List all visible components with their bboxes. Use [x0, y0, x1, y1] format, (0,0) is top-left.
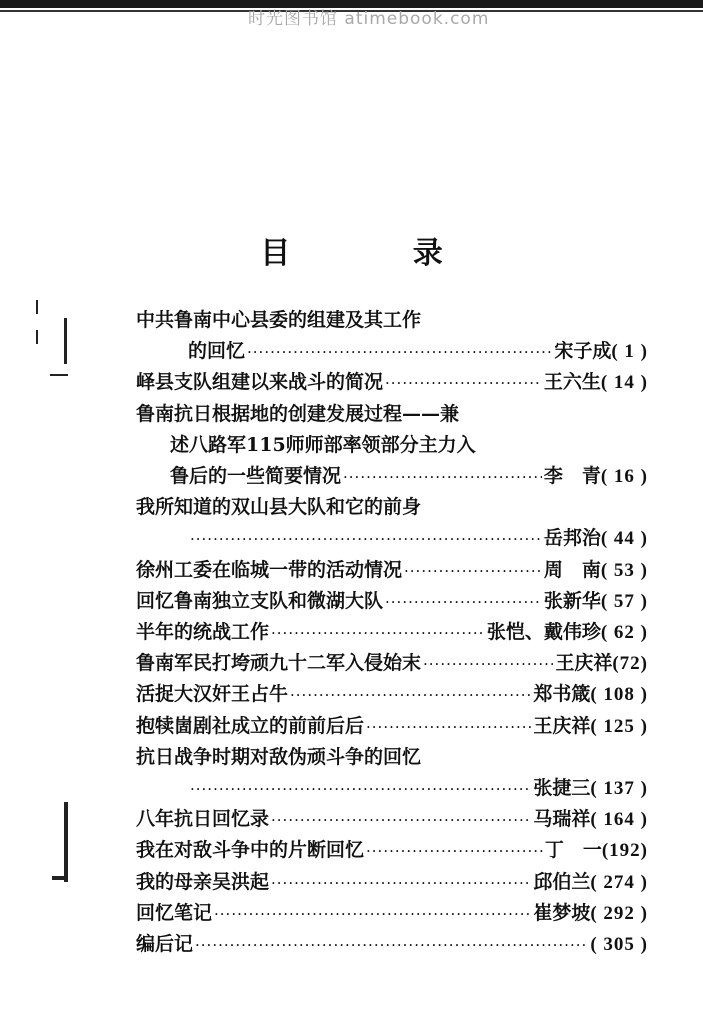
toc-entry-title: 我所知道的双山县大队和它的前身 — [136, 496, 422, 519]
toc-entry-author: 王六生 — [543, 371, 601, 394]
margin-mark — [36, 300, 38, 314]
toc-entry-author: 郑书箴 — [533, 683, 591, 706]
toc-entry-title: 编后记 — [136, 933, 194, 955]
dot-leader — [247, 337, 552, 367]
toc-entry-author: 王庆祥 — [533, 714, 591, 737]
toc-entry-title: 鲁南抗日根据地的创建发展过程——兼 — [136, 402, 460, 425]
toc-entry-page-number: ( 14 ) — [600, 372, 648, 394]
toc-entry-title-line — [136, 742, 556, 772]
dot-leader — [190, 774, 531, 804]
toc-entry-line — [136, 648, 648, 678]
toc-entry-line — [136, 929, 648, 959]
toc-entry-page-number: ( 44 ) — [600, 528, 648, 550]
toc-entry-line — [136, 679, 648, 709]
toc-entry-author: 王庆祥 — [555, 652, 613, 675]
dot-leader — [195, 930, 588, 960]
toc-entry-page-number: ( 62 ) — [600, 622, 648, 643]
toc-entry-page-number: ( 137 ) — [590, 778, 648, 799]
toc-entry-title: 中共鲁南中心县委的组建及其工作 — [136, 309, 422, 331]
toc-entry-title-line — [136, 399, 556, 429]
toc-entry-line — [136, 617, 648, 647]
toc-entry-line — [188, 336, 648, 366]
dot-leader — [423, 649, 553, 679]
toc-entry-page-number: ( 57 ) — [600, 590, 648, 612]
dot-leader — [343, 462, 542, 492]
dot-leader — [366, 836, 543, 866]
toc-entry-author: 丁 一 — [544, 839, 602, 862]
toc-entry-line — [136, 835, 648, 865]
toc-entry-author: 周 南 — [543, 558, 601, 581]
toc-entry-line — [188, 773, 648, 803]
toc-entry-title: 活捉大汉奸王占牛 — [136, 683, 289, 706]
toc-entry-author: 崔梦坡 — [533, 901, 591, 924]
toc-entry-page-number: ( 1 ) — [611, 341, 648, 363]
toc-entry-author: 李 青 — [543, 465, 601, 487]
toc-entry-page-number: ( 125 ) — [590, 715, 648, 737]
toc-entry-author: 张捷三 — [533, 777, 591, 799]
dot-leader — [271, 868, 531, 898]
toc-entry-title-line — [136, 492, 556, 522]
dot-leader — [385, 587, 542, 617]
toc-entry-page-number: (192) — [601, 840, 648, 862]
toc-entry-line — [136, 555, 648, 585]
toc-entry-author: 岳邦治 — [543, 527, 601, 550]
toc-entry-page-number: ( 53 ) — [600, 559, 648, 581]
dot-leader — [385, 368, 542, 398]
toc-entry-title: 抱犊崮剧社成立的前前后后 — [136, 714, 365, 737]
toc-entry-title: 半年的统战工作 — [136, 621, 270, 643]
toc-entry-author: 宋子成 — [554, 340, 612, 363]
margin-mark — [52, 876, 68, 880]
margin-mark — [64, 802, 68, 882]
dot-leader — [404, 556, 542, 586]
toc-entry-line — [136, 867, 648, 897]
toc-entry-page-number: ( 16 ) — [600, 466, 648, 487]
toc-entry-page-number: ( 108 ) — [590, 684, 648, 706]
toc-entry-title: 徐州工委在临城一带的活动情况 — [136, 558, 403, 581]
toc-entry-line — [136, 804, 648, 834]
dot-leader — [271, 805, 531, 835]
toc-entry-line — [136, 711, 648, 741]
margin-mark — [36, 330, 38, 344]
toc-entry-author: 张新华 — [543, 589, 601, 612]
toc-entry-line — [188, 523, 648, 553]
toc-entry-page-number: (72) — [612, 653, 648, 675]
toc-entry-title: 峄县支队组建以来战斗的简况 — [136, 371, 384, 394]
toc-entry-page-number: ( 274 ) — [590, 871, 648, 893]
toc-entry-title: 我的母亲吴洪起 — [136, 870, 270, 893]
toc-entry-title: 鲁后的一些简要情况 — [170, 465, 342, 487]
page-title: 目 录 — [260, 236, 499, 271]
toc-entry-title: 鲁南军民打垮顽九十二军入侵始末 — [136, 652, 422, 675]
toc-entry-title: 回忆鲁南独立支队和微湖大队 — [136, 589, 384, 612]
toc-entry-line — [136, 586, 648, 616]
watermark-text: 时光图书馆 atimebook.com — [248, 9, 490, 29]
toc-entry-line — [136, 898, 648, 928]
toc-entry-title: 八年抗日回忆录 — [136, 808, 270, 831]
toc-entry-author: 张恺、戴伟珍 — [486, 621, 601, 643]
toc-entry-title: 回忆笔记 — [136, 901, 213, 924]
toc-entry-title: 抗日战争时期对敌伪顽斗争的回忆 — [136, 745, 422, 768]
dot-leader — [366, 712, 531, 742]
toc-entry-page-number: ( 164 ) — [590, 809, 648, 831]
margin-mark — [50, 374, 68, 376]
dot-leader — [214, 899, 531, 929]
toc-entry-author: 邱伯兰 — [533, 870, 591, 893]
toc-entry-title-line — [136, 305, 556, 335]
toc-entry-page-number: ( 305 ) — [590, 934, 648, 955]
toc-entry-author: 马瑞祥 — [533, 808, 591, 831]
toc-entry-line — [170, 461, 648, 491]
toc-entry-page-number: ( 292 ) — [590, 902, 648, 924]
margin-mark — [64, 318, 67, 364]
toc-entry-title-line — [170, 430, 590, 460]
toc-entry-title: 述八路军115师师部率领部分主力入 — [170, 433, 476, 456]
dot-leader — [290, 680, 531, 710]
dot-leader — [271, 618, 485, 648]
toc-entry-title: 的回忆 — [188, 340, 246, 363]
toc-entry-line — [136, 367, 648, 397]
dot-leader — [190, 524, 542, 554]
toc-entry-title: 我在对敌斗争中的片断回忆 — [136, 839, 365, 862]
